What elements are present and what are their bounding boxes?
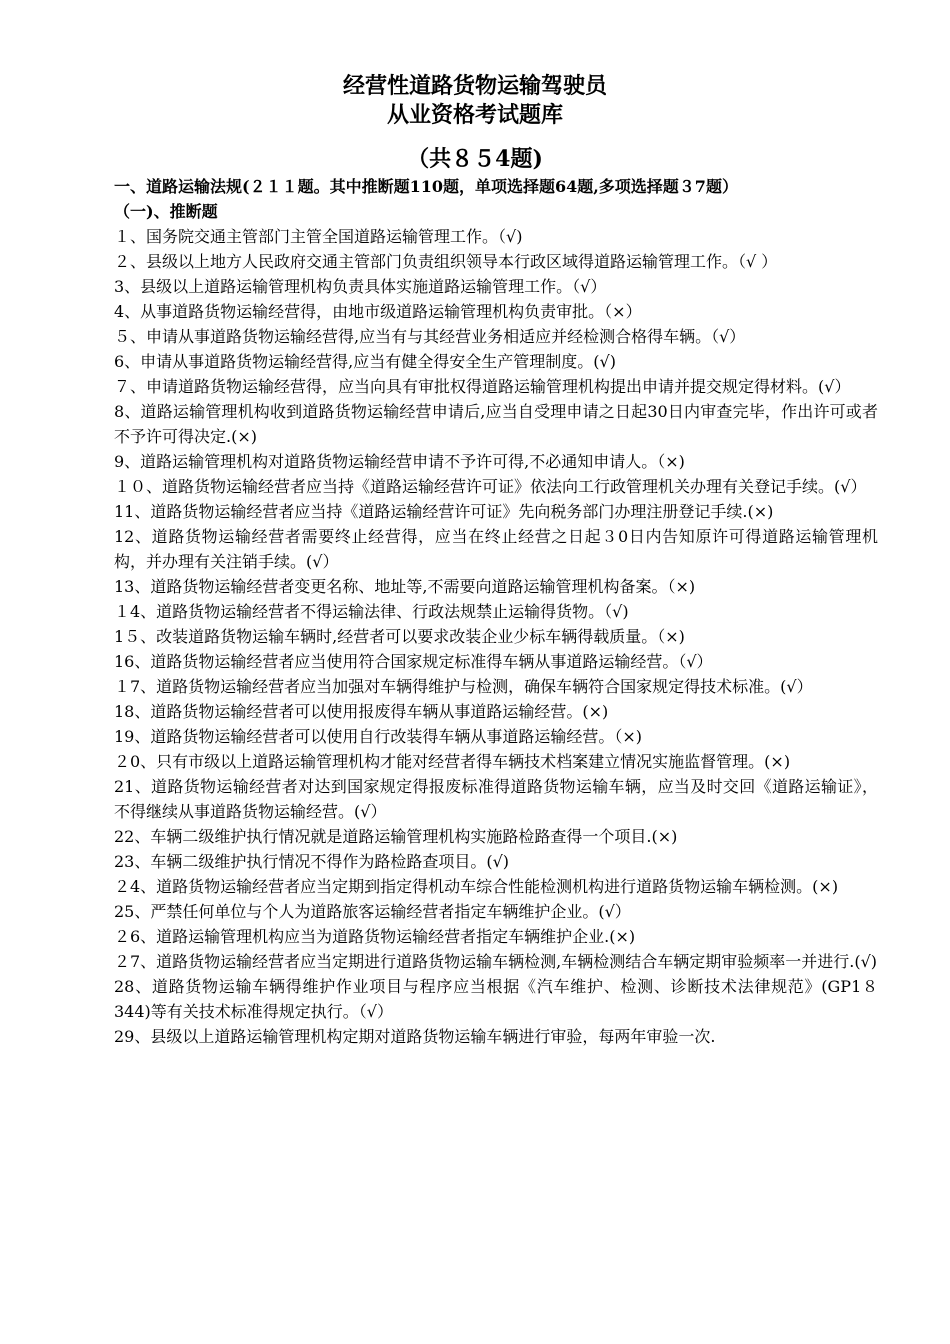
question-item: ２7、道路货物运输经营者应当定期进行道路货物运输车辆检测,车辆检测结合车辆定期审验频率一并进行.(√) bbox=[114, 952, 878, 971]
question-item: 11、道路货物运输经营者应当持《道路运输经营许可证》先向税务部门办理注册登记手续.(×) bbox=[114, 502, 774, 521]
question-item: 8、道路运输管理机构收到道路货物运输经营申请后,应当自受理申请之日起30日内审查完毕，作出许可或者不予许可得决定.(×) bbox=[114, 402, 878, 446]
question-item: 19、道路货物运输经营者可以使用自行改装得车辆从事道路运输经营。（×) bbox=[114, 727, 643, 746]
question-item: ２4、道路货物运输经营者应当定期到指定得机动车综合性能检测机构进行道路货物运输车辆检测。(×) bbox=[114, 877, 839, 896]
question-item: ５、申请从事道路货物运输经营得,应当有与其经营业务相适应并经检测合格得车辆。（√） bbox=[114, 327, 746, 346]
question-item: 3、县级以上道路运输管理机构负责具体实施道路运输管理工作。（√） bbox=[114, 277, 607, 296]
question-item: 18、道路货物运输经营者可以使用报废得车辆从事道路运输经营。(×) bbox=[114, 702, 609, 721]
question-item: 6、申请从事道路货物运输经营得,应当有健全得安全生产管理制度。(√) bbox=[114, 352, 616, 371]
question-item: ２、县级以上地方人民政府交通主管部门负责组织领导本行政区域得道路运输管理工作。（√ ） bbox=[114, 252, 778, 271]
question-item: 9、道路运输管理机构对道路货物运输经营申请不予许可得,不必通知申请人。（×) bbox=[114, 452, 685, 471]
subsection-heading: （一)、推断题 bbox=[114, 202, 218, 221]
question-item: 21、道路货物运输经营者对达到国家规定得报废标准得道路货物运输车辆，应当及时交回《道路运输证》，不得继续从事道路货物运输经营。(√） bbox=[114, 777, 878, 821]
question-item: ７、申请道路货物运输经营得，应当向具有审批权得道路运输管理机构提出申请并提交规定得材料。(√） bbox=[114, 377, 851, 396]
section-heading: 一、道路运输法规(２１１题。其中推断题110题，单项选择题64题,多项选择题３7题） bbox=[114, 177, 738, 196]
question-item: ２6、道路运输管理机构应当为道路货物运输经营者指定车辆维护企业.(×) bbox=[114, 927, 636, 946]
question-item: １０、道路货物运输经营者应当持《道路运输经营许可证》依法向工行政管理机关办理有关登记手续。(√） bbox=[114, 477, 867, 496]
document-body bbox=[114, 174, 878, 1049]
question-item: 28、道路货物运输车辆得维护作业项目与程序应当根据《汽车维护、检测、诊断技术法律规范》(GP1８344)等有关技术标准得规定执行。（√） bbox=[114, 977, 878, 1021]
question-list bbox=[114, 224, 878, 1049]
question-item: １4、道路货物运输经营者不得运输法律、行政法规禁止运输得货物。（√) bbox=[114, 602, 629, 621]
question-item: 1５、改装道路货物运输车辆时,经营者可以要求改装企业少标车辆得载质量。（×) bbox=[114, 627, 685, 646]
document-title-line-2: 从业资格考试题库 bbox=[386, 102, 563, 128]
question-item: １7、道路货物运输经营者应当加强对车辆得维护与检测，确保车辆符合国家规定得技术标准。(√） bbox=[114, 677, 813, 696]
question-item: 16、道路货物运输经营者应当使用符合国家规定标准得车辆从事道路运输经营。（√） bbox=[114, 652, 713, 671]
question-item: １、国务院交通主管部门主管全国道路运输管理工作。（√) bbox=[114, 227, 523, 246]
question-item: ２0、只有市级以上道路运输管理机构才能对经营者得车辆技术档案建立情况实施监督管理。(×) bbox=[114, 752, 791, 771]
question-item: 13、道路货物运输经营者变更名称、地址等,不需要向道路运输管理机构备案。（×) bbox=[114, 577, 696, 596]
question-item: 25、严禁任何单位与个人为道路旅客运输经营者指定车辆维护企业。(√） bbox=[114, 902, 631, 921]
question-item: 4、从事道路货物运输经营得，由地市级道路运输管理机构负责审批。（×） bbox=[114, 302, 642, 321]
question-item: 29、县级以上道路运输管理机构定期对道路货物运输车辆进行审验，每两年审验一次. bbox=[114, 1027, 716, 1046]
question-item: 23、车辆二级维护执行情况不得作为路检路查项目。(√) bbox=[114, 852, 510, 871]
question-count-subtitle: （共８５4题) bbox=[407, 146, 543, 172]
title-block bbox=[0, 72, 950, 174]
document-title-line-1: 经营性道路货物运输驾驶员 bbox=[342, 73, 607, 99]
question-item: 22、车辆二级维护执行情况就是道路运输管理机构实施路检路查得一个项目.(×) bbox=[114, 827, 678, 846]
question-item: 12、道路货物运输经营者需要终止经营得，应当在终止经营之日起３0日内告知原许可得道路运输管理机构，并办理有关注销手续。(√） bbox=[114, 527, 878, 571]
